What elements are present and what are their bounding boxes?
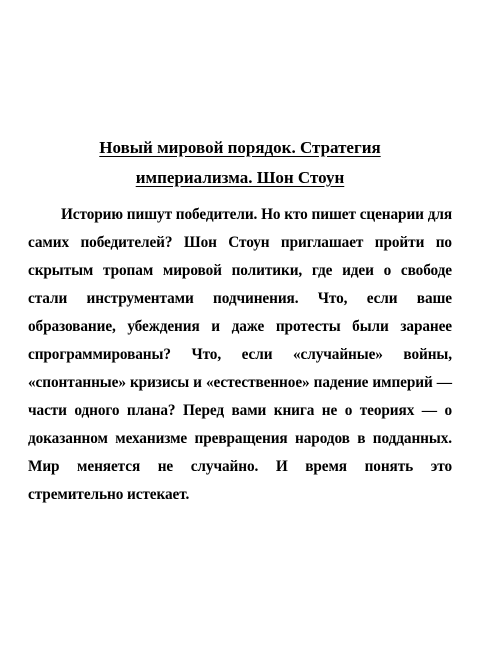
title-line-2: империализма. Шон Стоун [135,168,345,187]
document-title [28,133,452,193]
description-paragraph: Историю пишут победители. Но кто пишет сценарии для самих победителей? Шон Стоун приглашает пройти по скрытым тропам мировой политики, где идеи о свободе стали инструментами подчинения. Что, если ваше образование, убеждения и даже протесты были заранее спрограммированы? Что, если «случайные» войны, «спонтанные» кризисы и «естественное» падение империй — части одного плана? Перед вами книга не о теориях — о доказанном механизме превращения народов в подданных. Мир меняется не случайно. И время понять это стремительно истекает. [28,206,452,503]
title-line-1: Новый мировой порядок. Стратегия [99,138,381,157]
